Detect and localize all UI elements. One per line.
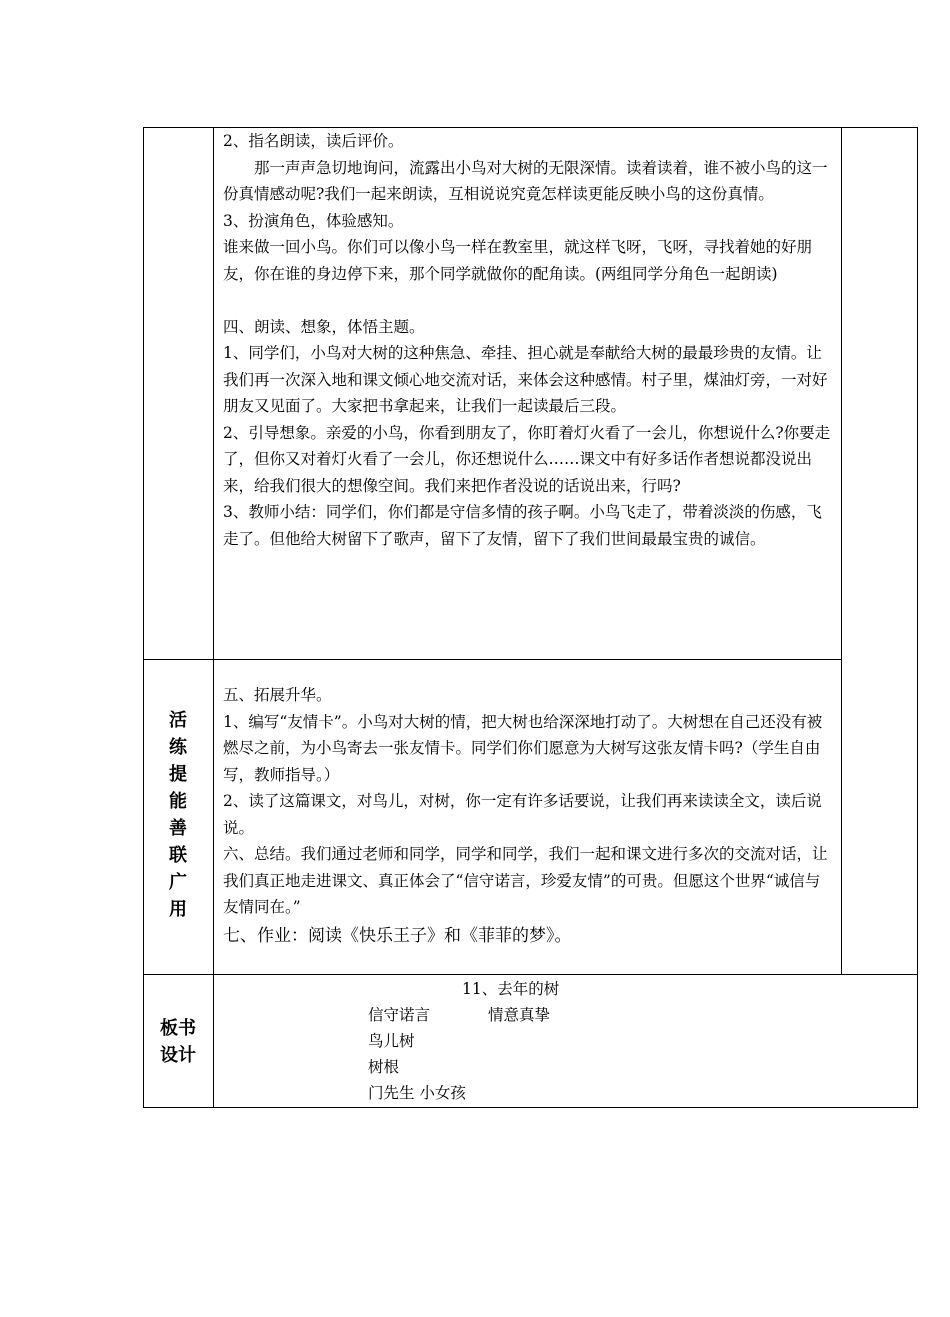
board-line-3: 树根 — [368, 1058, 400, 1076]
section-heading: 四、朗读、想象，体悟主题。 — [223, 317, 425, 336]
side-label-board: 板书 设计 — [160, 1018, 196, 1066]
paragraph: 1、同学们，小鸟对大树的这种焦急、牵挂、担心就是奉献给大树的最最珍贵的友情。让我们再一次深入地和课文倾心地交流对话，来体会这种感情。村子里，煤油灯旁，一对好朋友又见面了。大家把书拿起来，让我们一起读最后三段。 — [223, 344, 828, 415]
board-line-1-right: 情意真挚 — [488, 1006, 551, 1024]
table-column-divider — [213, 127, 214, 1108]
table-border-right — [917, 127, 918, 1108]
homework-line: 七、作业：阅读《快乐王子》和《菲菲的梦》。 — [223, 925, 572, 946]
board-line-1-left: 信守诺言 — [368, 1006, 431, 1024]
paragraph: 1、编写“友情卡”。小鸟对大树的情，把大树也给深深地打动了。大树想在自己还没有被燃尽之前，为小鸟寄去一张友情卡。同学们你们愿意为大树写这张友情卡吗?（学生自由写，教师指导。） — [223, 712, 823, 784]
blank-line — [223, 287, 835, 314]
board-line-2: 鸟儿树 — [368, 1032, 415, 1050]
side-label-activity: 活练提能善联广用 — [169, 710, 187, 920]
paragraph: 3、扮演角色，体验感知。 — [223, 211, 404, 230]
paragraph: 那一声声急切地询问，流露出小鸟对大树的无限深情。读着读着，谁不被小鸟的这一份真情感动呢?我们一起来朗读，互相说说究竟怎样读更能反映小鸟的这份真情。 — [223, 158, 828, 203]
upper-content-cell — [223, 128, 835, 552]
table-notes-divider — [841, 127, 842, 975]
table-row-divider-2 — [143, 974, 918, 975]
board-line-4: 门先生 小女孩 — [368, 1084, 466, 1102]
paragraph: 3、教师小结：同学们，你们都是守信多情的孩子啊。小鸟飞走了，带着淡淡的伤感，飞走了。但他给大树留下了歌声，留下了友情，留下了我们世间最最宝贵的诚信。 — [223, 503, 822, 548]
table-border-bottom — [143, 1107, 918, 1108]
paragraph: 2、引导想象。亲爱的小鸟，你看到朋友了，你盯着灯火看了一会儿，你想说什么?你要走了，但你又对着灯火看了一会儿，你还想说什么……课文中有好多话作者想说都没说出来，给我们很大的想像空间。我们来把作者没说的话说出来，行吗? — [223, 423, 831, 495]
board-title: 11、去年的树 — [462, 980, 560, 998]
paragraph: 谁来做一回小鸟。你们可以像小鸟一样在教室里，就这样飞呀，飞呀，寻找着她的好朋友，你在谁的身边停下来，那个同学就做你的配角读。(两组同学分角色一起朗读) — [223, 238, 813, 283]
section-heading: 五、拓展升华。 — [223, 686, 332, 704]
table-row-divider-1 — [143, 659, 842, 660]
table-border-left — [143, 127, 144, 1108]
middle-content-cell — [223, 682, 835, 951]
paragraph: 2、指名朗读，读后评价。 — [223, 132, 404, 150]
paragraph: 六、总结。我们通过老师和同学，同学和同学，我们一起和课文进行多次的交流对话，让我们真正地走进课文、真正体会了“信守诺言，珍爱友情”的可贵。但愿这个世界“诚信与友情同在。” — [223, 845, 828, 916]
paragraph: 2、读了这篇课文，对鸟儿，对树，你一定有许多话要说，让我们再来读读全文，读后说说。 — [223, 792, 822, 837]
